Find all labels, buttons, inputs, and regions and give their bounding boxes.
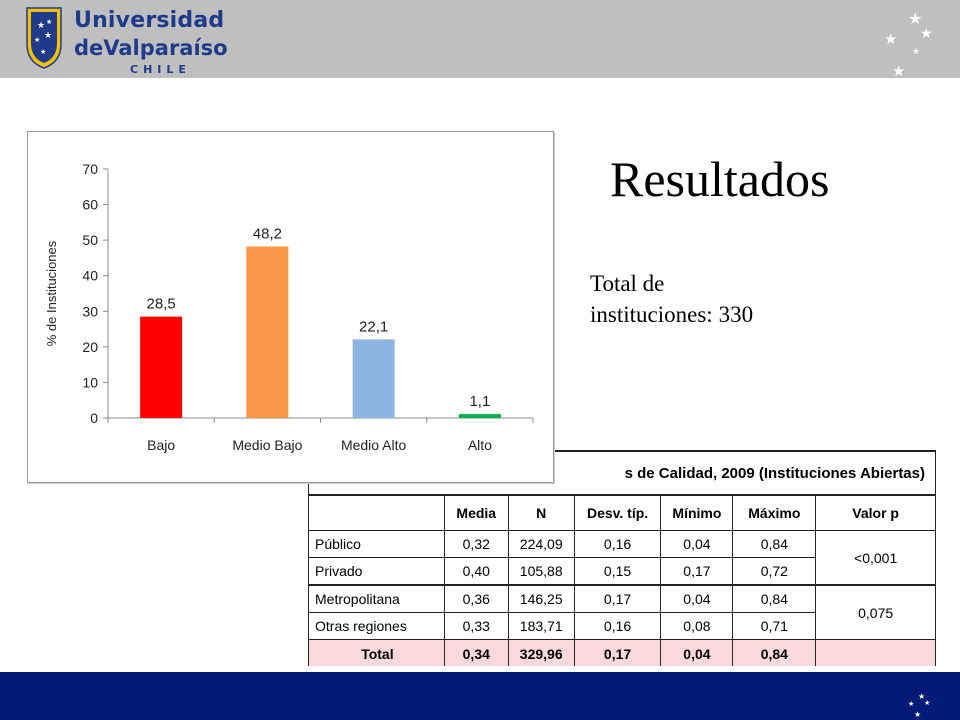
table-cell-empty (816, 640, 936, 667)
y-tick-label: 70 (82, 161, 98, 177)
x-category-label: Medio Bajo (232, 437, 303, 453)
table-header-cell: Máximo (733, 495, 816, 531)
logo-line-2: deValparaíso (74, 36, 228, 60)
x-category-label: Medio Alto (340, 437, 407, 453)
bar-data-label: 22,1 (359, 318, 389, 336)
bar-data-label: 1,1 (469, 393, 491, 411)
table-cell: 0,04 (661, 585, 733, 613)
table-cell: 0,71 (733, 613, 816, 640)
y-tick-label: 10 (82, 374, 98, 391)
p-value-cell: <0,001 (816, 531, 936, 586)
table-cell: 105,88 (508, 558, 574, 586)
table-header-cell (309, 495, 445, 531)
table-cell: 0,33 (444, 613, 508, 640)
total-value: 330 (718, 302, 754, 327)
table-cell: 183,71 (508, 613, 574, 640)
bar (353, 339, 395, 418)
table-cell: 0,72 (733, 558, 816, 586)
table-cell: 0,40 (444, 558, 508, 586)
table-cell: Privado (309, 558, 445, 586)
table-cell: 329,96 (508, 640, 574, 667)
table-row (309, 585, 936, 613)
university-shield-icon (24, 4, 64, 70)
table-caption: s de Calidad, 2009 (Instituciones Abiertas) (309, 451, 936, 495)
table-cell: Metropolitana (309, 585, 445, 613)
y-tick-label: 50 (82, 232, 98, 249)
slide-title: Resultados (610, 151, 830, 207)
x-category-label: Bajo (147, 437, 176, 453)
bar (246, 247, 288, 418)
svg-text:★: ★ (924, 699, 931, 707)
table-cell: 0,34 (444, 640, 508, 667)
small-stars-icon (906, 690, 936, 718)
table-header-cell: Desv. típ. (574, 495, 661, 531)
table-cell: 0,16 (574, 531, 661, 558)
table-header-cell: Media (444, 495, 508, 531)
table-row (309, 531, 936, 558)
logo-line-1: Universidad (74, 8, 225, 33)
table-cell: Público (309, 531, 445, 558)
table-cell: 0,84 (733, 585, 816, 613)
table-cell: 0,04 (661, 531, 733, 558)
svg-text:★: ★ (34, 36, 41, 44)
total-label-line2: instituciones: (590, 302, 713, 327)
table-header-cell: Mínimo (661, 495, 733, 531)
table-header-cell: N (508, 495, 574, 531)
p-value-cell: 0,075 (816, 585, 936, 640)
y-axis-label: % de Instituciones (44, 240, 59, 347)
svg-text:★: ★ (914, 710, 922, 718)
table-cell: 0,17 (574, 585, 661, 613)
table-cell: 0,04 (661, 640, 733, 667)
svg-text:★: ★ (918, 692, 926, 701)
y-tick-label: 0 (90, 410, 98, 426)
svg-text:★: ★ (908, 700, 915, 708)
bar-data-label: 48,2 (252, 225, 282, 243)
table-cell: Otras regiones (309, 613, 445, 640)
table-header-cell: Valor p (816, 495, 936, 531)
table-cell: 0,84 (733, 640, 816, 667)
table-cell: 224,09 (508, 531, 574, 558)
y-tick-label: 60 (82, 196, 98, 213)
svg-text:★: ★ (912, 47, 921, 57)
y-tick-label: 20 (82, 338, 98, 355)
total-label-line1: Total de (590, 271, 665, 296)
svg-text:★: ★ (40, 48, 47, 56)
footer-bar (0, 672, 960, 720)
svg-text:★: ★ (884, 30, 898, 48)
logo-line-3: CHILE (130, 63, 191, 76)
table-cell: 0,32 (444, 531, 508, 558)
svg-text:★: ★ (908, 9, 923, 28)
y-tick-label: 40 (82, 267, 98, 284)
table-cell: 146,25 (508, 585, 574, 613)
table-cell: 0,84 (733, 531, 816, 558)
table-cell: 0,08 (661, 613, 733, 640)
y-tick-label: 30 (82, 303, 98, 320)
bar-data-label: 28,5 (146, 295, 176, 313)
table-cell: 0,16 (574, 613, 661, 640)
southern-cross-stars-icon (876, 6, 946, 78)
total-institutions (590, 268, 753, 330)
bar (459, 414, 501, 418)
svg-text:★: ★ (46, 18, 53, 26)
header-bar (0, 0, 960, 78)
svg-text:★: ★ (920, 26, 933, 42)
bar (140, 317, 182, 418)
total-label-line2-wrap (590, 299, 753, 330)
table-cell: 0,15 (574, 558, 661, 586)
table-total-row (309, 640, 936, 667)
x-category-label: Alto (467, 437, 492, 453)
svg-text:★: ★ (44, 31, 53, 41)
svg-text:★: ★ (37, 21, 46, 31)
table-header-row (309, 495, 936, 531)
table-cell: 0,17 (574, 640, 661, 667)
bar-chart (28, 132, 553, 482)
table-cell: Total (309, 640, 445, 667)
table-cell: 0,17 (661, 558, 733, 586)
svg-text:★: ★ (892, 62, 906, 78)
chart-frame (27, 131, 554, 483)
table-cell: 0,36 (444, 585, 508, 613)
